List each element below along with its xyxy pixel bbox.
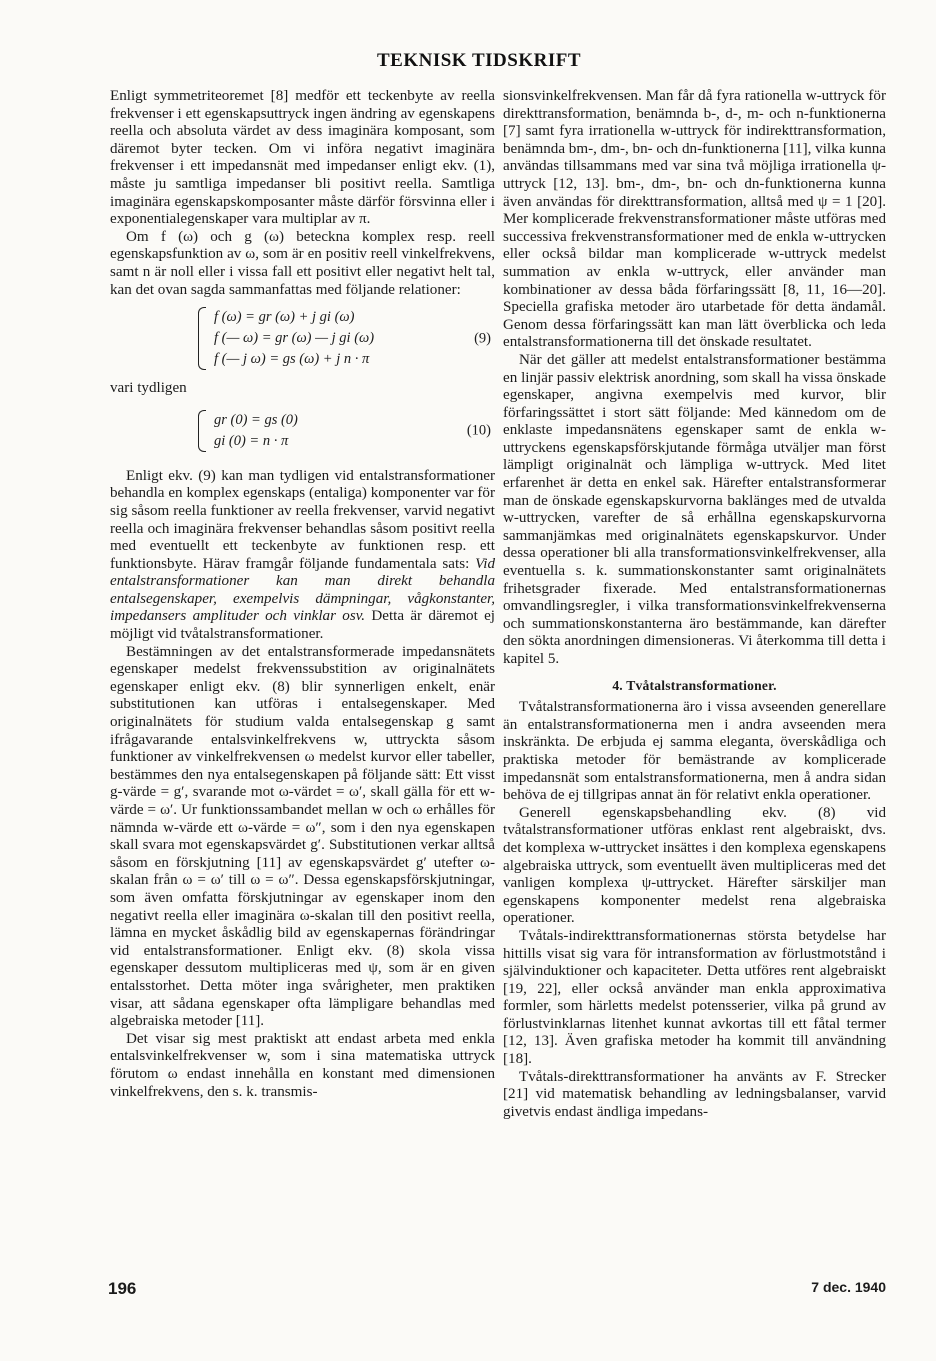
equation-line: f (ω) = gr (ω) + j gi (ω) [214, 309, 355, 326]
paragraph: Tvåtals-indirekttransformationernas största betydelse har hittills visat sig vara för intransformation av förlustmotstånd i självinduktioner och kapaciteter. Detta utföres rent algebraiskt [19, 22], eller också använder man enkla approximativa formler, som härletts medelst potensserier, vilka på grund av förlustvinklarnas litenhet kunnat avkortas till ett fåtal termer [12, 13]. Även grafiska metoder ha kommit till användning [18]. [503, 927, 886, 1068]
left-column [110, 88, 495, 1101]
paragraph [110, 468, 495, 644]
equation-line: gr (0) = gs (0) [214, 411, 298, 428]
paragraph: Bestämningen av det entalstransformerade impedansnätets egenskaper medelst frekvenssubstition av originalnätets egenskaper enligt ekv. (8) blir synnerligen enkelt, enär substitutionen kan utföras i entalsegenskaper. Med originalnätets för studium valda entalsegenskap g samt ifrågavarande entalsvinkelfrekvens w, uttryckta såsom funktioner av vinkelfrekvensen ω medelst kurvor eller tabeller, bestämmes den nya entalsegenskapen på följande sätt: Ett visst g-värde = g′, svarande mot ω-värdet = ω′, skall gälla för ett w-värde = ω′. Ur funktionssambandet mellan w och ω erhålles för nämnda w-värde ett ω-värde = ω″, som i den nya egenskapen skall svara mot egenskapsvärdet g′. Substitutionen verkar alltså såsom en förskjutning [11] av egenskapsvärdet g′ utefter ω-skalan från ω = ω′ till ω = ω″. Dessa egenskapsförskjutningar, som även omfatta förskjutningar av egenskaper inom den negativt reella eller imaginära ω-skalan till den positivt reella, lämna en mycket åskådlig bild av egenskapernas förändringar vid entalstransformationer. Enligt ekv. (8) skola vissa egenskaper dessutom multipliceras med ψ, som är en given entalsstorhet. Detta möter inga svårigheter, men praktiken visar, att sådana egenskaper ofta lämpligare behandlas med algebraiska metoder [11]. [110, 643, 495, 1030]
equation-line: f (— j ω) = gs (ω) + j n · π [214, 351, 370, 368]
issue-date: 7 dec. 1940 [811, 1279, 886, 1295]
equation-line: gi (0) = n · π [214, 432, 289, 449]
page-number: 196 [108, 1279, 137, 1298]
paragraph: sionsvinkelfrekvensen. Man får då fyra rationella w-uttryck för direkttransformation, benämnda b-, d-, m- och n-funktionerna [7] samt fyra irrationella w-uttryck för indirekttransformation, benämnda bm-, dm-, bn- och dn-funktionerna [11], vilka kunna användas tillsammans med var sina två möjliga irrationella ψ-uttryck [12, 13]. bm-, dm-, bn- och dn-funktionerna kunna även användas för direkttransformation, alltså med ψ = 1 [20]. Mer komplicerade frekvenstransformationer måste utföras med successiva frekvenstransformationer med de enkla w-uttrycken eller också bildar man komplicerade w-uttryck medelst summation av enkla w-uttryck, eller använder man kombinationer av dessa båda förfaringssätt [8, 11, 16—20]. Speciella grafiska metoder äro utarbetade för detta ändamål. Genom dessa förfaringssätt kan man lätt överblicka och leda entalstransformationerna till det önskade resultatet. [503, 88, 886, 351]
right-column [503, 88, 886, 1121]
equation-number: (9) [474, 330, 491, 347]
theorem-text: Vid entalstransformationer kan man direkt behandla entalsegenskaper, exempelvis dämpningar, vågkonstanter, impedansers amplituder och vinklar osv. [110, 555, 495, 625]
equation-10 [110, 410, 495, 452]
paragraph: Enligt symmetriteoremet [8] medför ett teckenbyte av reella frekvenser i ett egenskapsuttryck ingen ändring av egenskapens reella och absoluta värdet av dess imaginära komposant, som däremot byter tecken. Om vi införa negativt imaginära frekvenser i ett impedansnät med impedanser enligt ekv. (1), måste ju samtliga impedanser bli positivt reella. Samtliga imaginära egenskapskomposanter måste därför försvinna eller i exponentialegenskaper vara multiplar av π. [110, 88, 495, 228]
brace [198, 307, 206, 370]
paragraph: Det visar sig mest praktiskt att endast arbeta med enkla entalsvinkelfrekvenser w, som i sina matematiska uttryck förutom ω endast innehålla en konstant med dimensionen vinkelfrekvens, den s. k. transmis- [110, 1030, 495, 1100]
paragraph-text: Enligt ekv. (9) kan man tydligen vid entalstransformationer behandla en komplex egenskaps (entaliga) komponenter var för sig såsom reella funktioner av reella frekvenser, varvid negativt reella och imaginära frekvenser behandlas såsom positivt reella med eventuellt ett teckenbyte av funktionen resp. ett funktionsbyte. Härav framgår följande fundamentala sats: [110, 467, 495, 572]
equation-number: (10) [466, 422, 491, 439]
paragraph: När det gäller att medelst entalstransformationer bestämma en linjär passiv elektrisk anordning, som skall ha vissa önskade egenskaper, angivna exempelvis med kurvor, blir förfaringssättet i stort sätt följande: Med kännedom om de enklaste impedansnätens egenskaper samt de enkla w-uttryckens egenskapsförskjutande förmåga utväljer man först lämpligt originalnät och lämpliga w-uttryck. Med litet erfarenhet är detta en enkel sak. Härefter entalstransformerar man de önskade egenskapskurvorna baklänges med de utvalda w-uttrycken, varefter de så erhållna egenskapskurvorna sammanjämkas med originalnätets egenskapskurvor. Under dessa operationer bli alla transformationsvinkelfrekvenser, alla eventuella s. k. summationskonstanter samt originalnätets frihetsgrader fixerade. Med entalstransformationernas omvandlingsregler, i vilka transformationsvinkelfrekvenserna och summationskonstanterna äro bestämmande, kan därefter den sökta anordningen dimensioneras. Vi återkomma till detta i kapitel 5. [503, 351, 886, 667]
masthead: TEKNISK TIDSKRIFT [376, 50, 581, 71]
section-heading: 4. Tvåtalstransformationer. [612, 677, 777, 693]
equation-9 [110, 307, 495, 370]
brace [198, 410, 206, 452]
paragraph-text: Detta är däremot ej möjligt vid tvåtalstransformationer. [110, 608, 495, 643]
paragraph: Om f (ω) och g (ω) beteckna komplex resp. reell egenskapsfunktion av ω, som är en positiv reell vinkelfrekvens, samt n är noll eller i vissa fall ett positivt eller negativt helt tal, kan det ovan sagda sammanfattas med följande relationer: [110, 228, 495, 298]
equation-line: f (— ω) = gr (ω) — j gi (ω) [214, 330, 375, 347]
paragraph: Tvåtals-direkttransformationer ha använts av F. Strecker [21] vid matematisk behandling av ledningsbalanser, varvid givetvis endast ändliga impedans- [503, 1068, 886, 1120]
paragraph: Generell egenskapsbehandling ekv. (8) vid tvåtalstransformationer utföras enklast rent algebraiskt, dvs. det komplexa w-uttrycket insättes i den komplexa egenskapens algebraiska uttryck, som eventuellt även multipliceras med det vanligen komplexa ψ-uttrycket. Härefter särskiljer man egenskapens komponenter medelst rena algebraiska operationer. [503, 804, 886, 927]
paragraph: vari tydligen [110, 380, 187, 397]
paragraph: Tvåtalstransformationerna äro i vissa avseenden generellare än entalstransformationerna men i andra avseenden mera inskränkta. De erbjuda ej samma eleganta, överskådliga och praktiska metoder för bemästrande av komplicerade impedansnät som entalstransformationerna, men å andra sidan behöva de ej tillgripas annat än för relativt enkla operationer. [503, 699, 886, 804]
